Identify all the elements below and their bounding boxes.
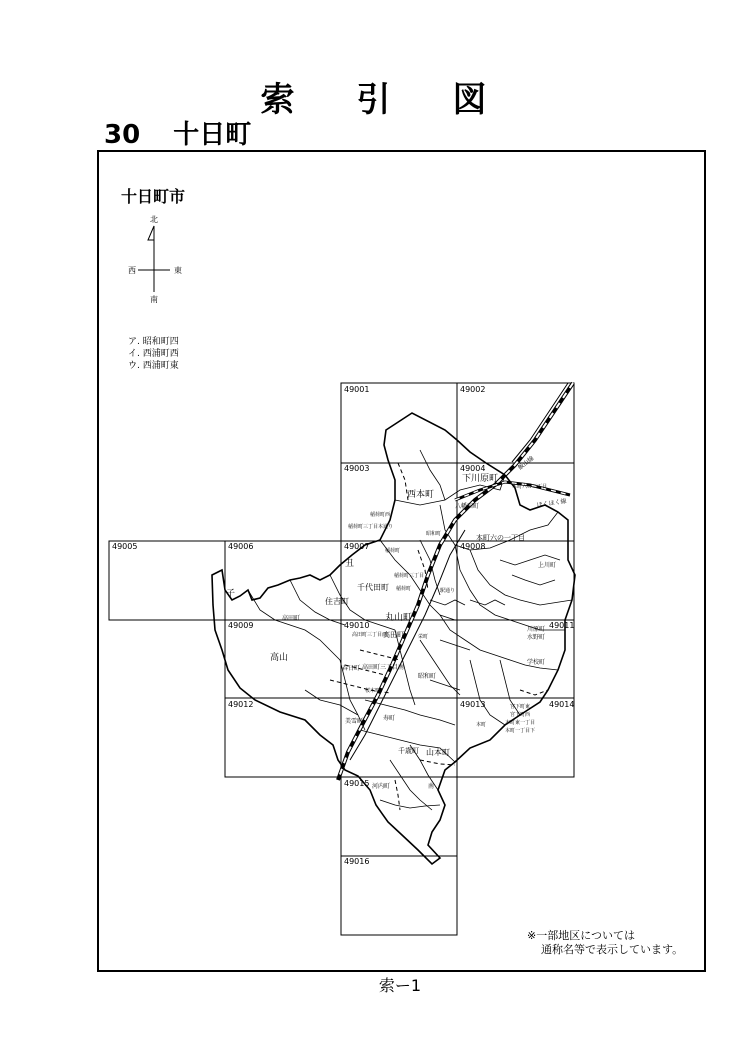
area-label: 高田町 xyxy=(383,631,404,639)
area-label: 丑 xyxy=(345,559,355,569)
page-title: 索引図 xyxy=(260,80,549,120)
district-labels xyxy=(226,473,556,790)
area-label: 駅通り xyxy=(440,588,456,594)
area-label: 水野町 xyxy=(527,634,546,641)
area-label: 栄町 xyxy=(418,634,429,640)
railway-lines xyxy=(338,383,573,780)
area-label: 学校町 xyxy=(527,659,546,666)
sheet-label: 49005 xyxy=(112,542,138,551)
area-label: 寿町 xyxy=(383,715,396,722)
sheet-label: 49014 xyxy=(549,700,575,709)
sheet-label: 49015 xyxy=(344,779,370,788)
sheet-label: 49009 xyxy=(228,621,254,630)
area-label: 高田町三丁目西 xyxy=(352,632,388,638)
sheet-label: 49011 xyxy=(549,621,575,630)
area-label: 本町六の一丁目 xyxy=(476,534,525,542)
compass-west: 西 xyxy=(128,266,136,275)
sheet-grid xyxy=(109,383,574,935)
area-label: 河内町 xyxy=(372,783,391,790)
section-name: 十日町 xyxy=(173,120,252,150)
area-label: 桜木町 xyxy=(365,688,381,694)
area-label: 川原町 xyxy=(527,626,546,633)
sheet-label: 49013 xyxy=(460,700,486,709)
area-label: 昭和町 xyxy=(418,673,437,680)
legend-item: ウ. 西浦町東 xyxy=(128,361,179,371)
district-boundaries xyxy=(248,450,575,810)
area-label: 宮下町東 xyxy=(510,704,531,710)
sheet-labels xyxy=(112,385,574,866)
area-label: 高田町三丁目南 xyxy=(362,664,405,671)
area-label: 丸山町 xyxy=(385,613,413,623)
area-label: 昭和町 xyxy=(426,531,442,537)
area-label: 美雪町 xyxy=(345,718,364,725)
area-label: 稲荷町 xyxy=(396,586,412,592)
area-label: 本町東一丁目 xyxy=(505,720,536,726)
footnote-line: ※一部地区については xyxy=(527,929,635,942)
area-label: 稲荷町三丁目 xyxy=(394,573,425,579)
area-label: 本町 xyxy=(476,722,487,728)
area-label: 千歳町 xyxy=(398,747,419,755)
sheet-label: 49003 xyxy=(344,464,370,473)
area-label: 春日町 xyxy=(342,665,361,672)
area-label: 高田町 xyxy=(282,615,301,622)
sheet-label: 49012 xyxy=(228,700,254,709)
railway-label-hokuhoku: ほくほく線 xyxy=(536,497,568,509)
sheet-label: 49004 xyxy=(460,464,486,473)
area-label: 稲荷町 xyxy=(385,548,401,554)
compass-south: 南 xyxy=(150,295,158,304)
area-label: 宮下町西 xyxy=(510,712,531,718)
area-label: 子 xyxy=(226,589,236,599)
sheet-label: 49007 xyxy=(344,542,370,551)
area-label: 稲荷町西 xyxy=(370,512,391,518)
sheet-label: 49008 xyxy=(460,542,486,551)
section-number: 30 xyxy=(104,120,141,150)
area-label: 八幡田町 xyxy=(455,503,480,510)
area-label: 西本町 xyxy=(407,490,435,500)
page-number: 索ー1 xyxy=(378,976,422,995)
area-label: 山本町 xyxy=(426,748,450,757)
compass xyxy=(128,214,182,304)
sheet-label: 49001 xyxy=(344,385,370,394)
footnote-line: 通称名等で表示しています。 xyxy=(541,943,684,956)
railway-labels xyxy=(516,454,567,509)
sheet-label: 49016 xyxy=(344,857,370,866)
area-label: 千代田町 xyxy=(357,583,389,592)
sheet-label: 49006 xyxy=(228,542,254,551)
compass-north: 北 xyxy=(150,215,158,224)
compass-east: 東 xyxy=(174,266,182,275)
railway-label-iiyama: 飯山線 xyxy=(516,454,536,472)
sheet-label: 49010 xyxy=(344,621,370,630)
legend-item: ア. 昭和町四 xyxy=(128,337,179,347)
area-label: 高山 xyxy=(270,653,289,663)
footnote xyxy=(527,929,683,957)
area-label: 南 xyxy=(428,783,435,790)
area-label: 上川町 xyxy=(538,562,557,569)
sheet-label: 49002 xyxy=(460,385,486,394)
area-label: 下川原町 xyxy=(462,474,499,484)
city-name: 十日町市 xyxy=(121,187,186,206)
north-arrow-icon xyxy=(148,226,154,240)
area-label: 本町一丁目下 xyxy=(505,728,536,734)
area-label: 住吉町 xyxy=(325,597,349,606)
legend-item: イ. 西浦町西 xyxy=(128,349,179,359)
area-label: 稲荷町三丁目本通り xyxy=(348,524,394,530)
area-label: 本町六の三丁目 xyxy=(512,484,548,490)
